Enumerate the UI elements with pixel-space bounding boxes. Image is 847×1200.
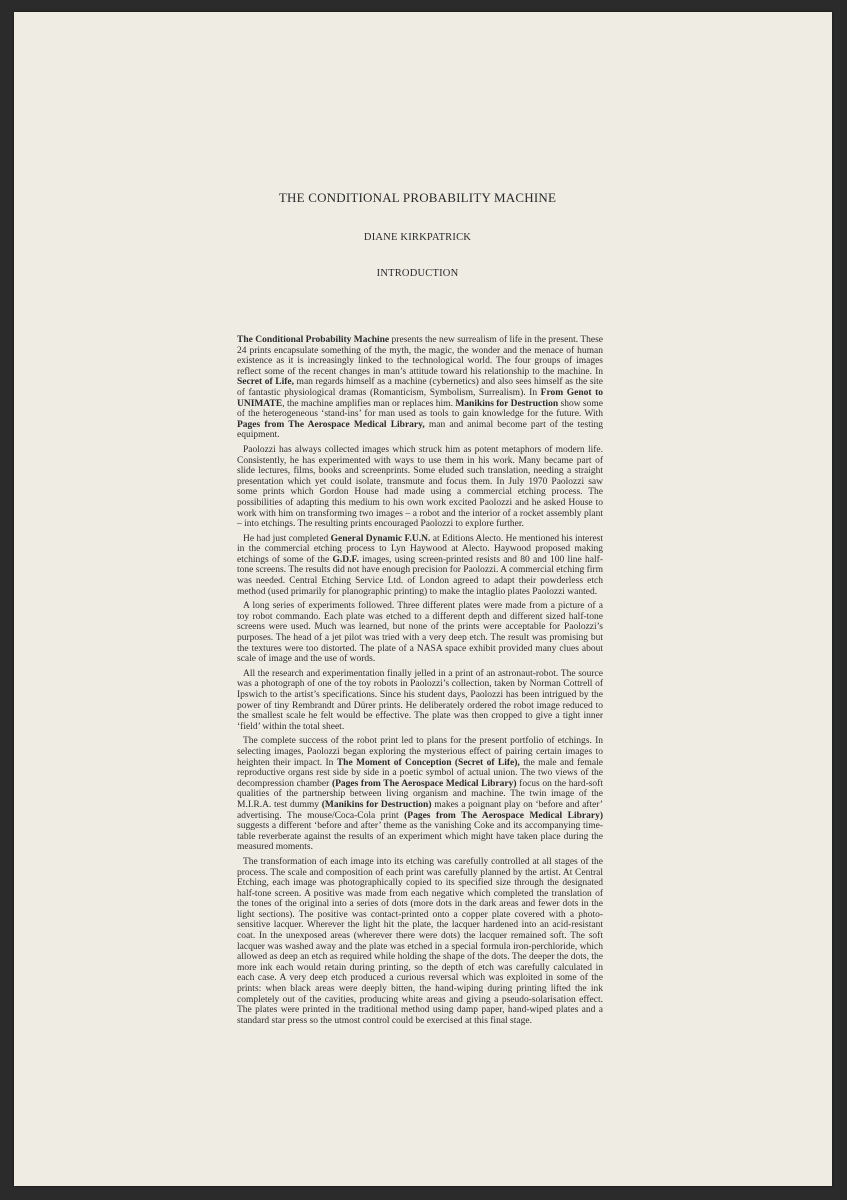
text-run: The complete success of the robot print led to plans for the present portfolio of etchings. In selecting images, Paolozzi began exploring the mysterious effect of pairing certain images to heighten their impact. In [237, 736, 603, 768]
bold-title-run: (Pages from The Aerospace Medical Library) [331, 778, 517, 789]
body-paragraph [237, 445, 603, 530]
body-paragraph [237, 601, 603, 665]
text-run: show some of the heterogeneous ‘stand-ins’ for man used as tools to gain knowledge for the future. With [237, 398, 603, 420]
text-run: A long series of experiments followed. Three different plates were made from a picture of a toy robot commando. Each plate was etched to a different depth and different sized half-tone screens were used. Much was learned, but none of the prints were acceptable for Paolozzi’s purposes. The head of a jet pilot was tried with a very deep etch. The result was promising but the textures were too distorted. The plate of a NASA space exhibit provided many clues about scale of image and the use of words. [237, 601, 603, 665]
author-name: DIANE KIRKPATRICK [363, 232, 472, 243]
text-run: man and animal become part of the testing equipment. [237, 419, 603, 441]
body-paragraph [237, 669, 603, 733]
text-run: suggests a different ‘before and after’ theme as the vanishing Coke and its accompanying time-table reverberate against the results of an experiment which might have taken place during the measured moments. [237, 821, 603, 853]
body-paragraph [237, 534, 603, 598]
document-title: THE CONDITIONAL PROBABILITY MACHINE [278, 190, 557, 205]
body-paragraph [237, 736, 603, 853]
text-run: , the machine amplifies man or replaces him. [282, 398, 456, 409]
body-paragraph [237, 335, 603, 441]
body-paragraph [237, 857, 603, 1027]
text-run: makes a poignant play on ‘before and after’ advertising. The mouse/Coca-Cola print [237, 799, 603, 821]
bold-title-run: From Genot to UNIMATE [237, 387, 603, 409]
text-run: The transformation of each image into its etching was carefully controlled at all stages of the process. The scale and composition of each print was carefully planned by the artist. At Central Etching, each image was photographically copied to its specified size through the designated half-tone screen. A positive was made from each negative which completed the translation of the tones of the original into a series of dots (more dots in the dark areas and fewer dots in the light sections). The positive was contact-printed onto a copper plate covered with a photo-sensitive lacquer. Wherever the light hit the plate, the lacquer hardened into an acid-resistant coat. In the unexposed areas (wherever there were dots) the lacquer remained soft. The soft lacquer was washed away and the plate was etched in a special formula iron-perchloride, which allowed as deep an etch as required while holding the shape of the dots. The deeper the dots, the more ink each would retain during printing, so the depth of etch was carefully calculated in each case. A very deep etch produced a curious reversal which was exploited in some of the prints: when black areas were deeply bitten, the hand-wiping during printing lifted the ink completely out of the cavities, producing white areas and giving a pseudo-solarisation effect. The plates were printed in the traditional method using damp paper, hand-wiped plates and a standard star press so the utmost control could be exercised at this final stage. [237, 856, 603, 1026]
text-run: man regards himself as a machine (cybernetics) and also sees himself as the site of fantastic physiological dramas (Romanticism, Symbolism, Surrealism). In [237, 377, 603, 398]
bold-title-run: Manikins for Destruction [455, 398, 559, 409]
text-run: images, using screen-printed resists and 80 and 100 line half-tone screens. The results did not have enough precision for Paolozzi. A commercial etching firm was needed. Central Etching Service Ltd. of London agreed to adapt their powderless etch method (used primarily for planographic printing) to make the intaglio plates Paolozzi wanted. [237, 554, 603, 597]
bold-title-run: G.D.F. [332, 554, 359, 565]
section-heading: INTRODUCTION [376, 268, 459, 279]
text-run: at Editions Alecto. He mentioned his interest in the commercial etching process to Lyn Haywood at Alecto. Haywood proposed making etchings of some of the [237, 533, 603, 565]
bold-title-run: The Conditional Probability Machine [237, 335, 390, 345]
body-text [237, 335, 603, 1030]
text-run: He had just completed [243, 533, 331, 544]
bold-title-run: Pages from The Aerospace Medical Library, [237, 419, 425, 430]
text-run: presents the new surrealism of life in the present. These 24 prints encapsulate something of the myth, the magic, the wonder and the menace of human existence as it is increasingly linked to the technological world. The four groups of images reflect some of the recent changes in man’s attitude toward his relationship to the machine. In [237, 335, 603, 377]
text-run: focus on the hard-soft qualities of the partnership between living organism and machine. The twin image of the M.I.R.A. test dummy [237, 778, 603, 810]
bold-title-run: General Dynamic F.U.N. [330, 533, 431, 544]
bold-title-run: (Manikins for Destruction) [321, 799, 432, 810]
text-run: All the research and experimentation finally jelled in a print of an astronaut-robot. The source was a photograph of one of the toy robots in Paolozzi’s collection, taken by Norman Cottrell of Ipswich to the artist’s specifications. Since his student days, Paolozzi has been intrigued by the power of tiny Rembrandt and Dürer prints. He deliberately ordered the robot image reduced to the smallest scale he felt would be effective. The plate was then cropped to give a tight inner ‘field’ within the total sheet. [237, 668, 603, 732]
text-run: Paolozzi has always collected images which struck him as potent metaphors of modern life. Consistently, he has experimented with ways to use them in his work. Many became part of slide lectures, films, books and screenprints. Some eluded such translation, needing a straight presentation which yet could isolate, transmute and focus them. In July 1970 Paolozzi saw some prints which Gordon House had made using a commercial etching process. The possibilities of adapting this medium to his own work excited Paolozzi and he asked House to work with him on transforming two images – a robot and the interior of a rocket assembly plant – into etchings. The resulting prints encouraged Paolozzi to explore further. [237, 444, 603, 530]
bold-title-run: Secret of Life, [237, 377, 294, 388]
text-run: the male and female reproductive organs rest side by side in a poetic symbol of actual union. The two views of the decompression chamber [237, 757, 603, 789]
bold-title-run: The Moment of Conception (Secret of Life), [336, 757, 520, 768]
bold-title-run: (Pages from The Aerospace Medical Library) [404, 810, 603, 821]
